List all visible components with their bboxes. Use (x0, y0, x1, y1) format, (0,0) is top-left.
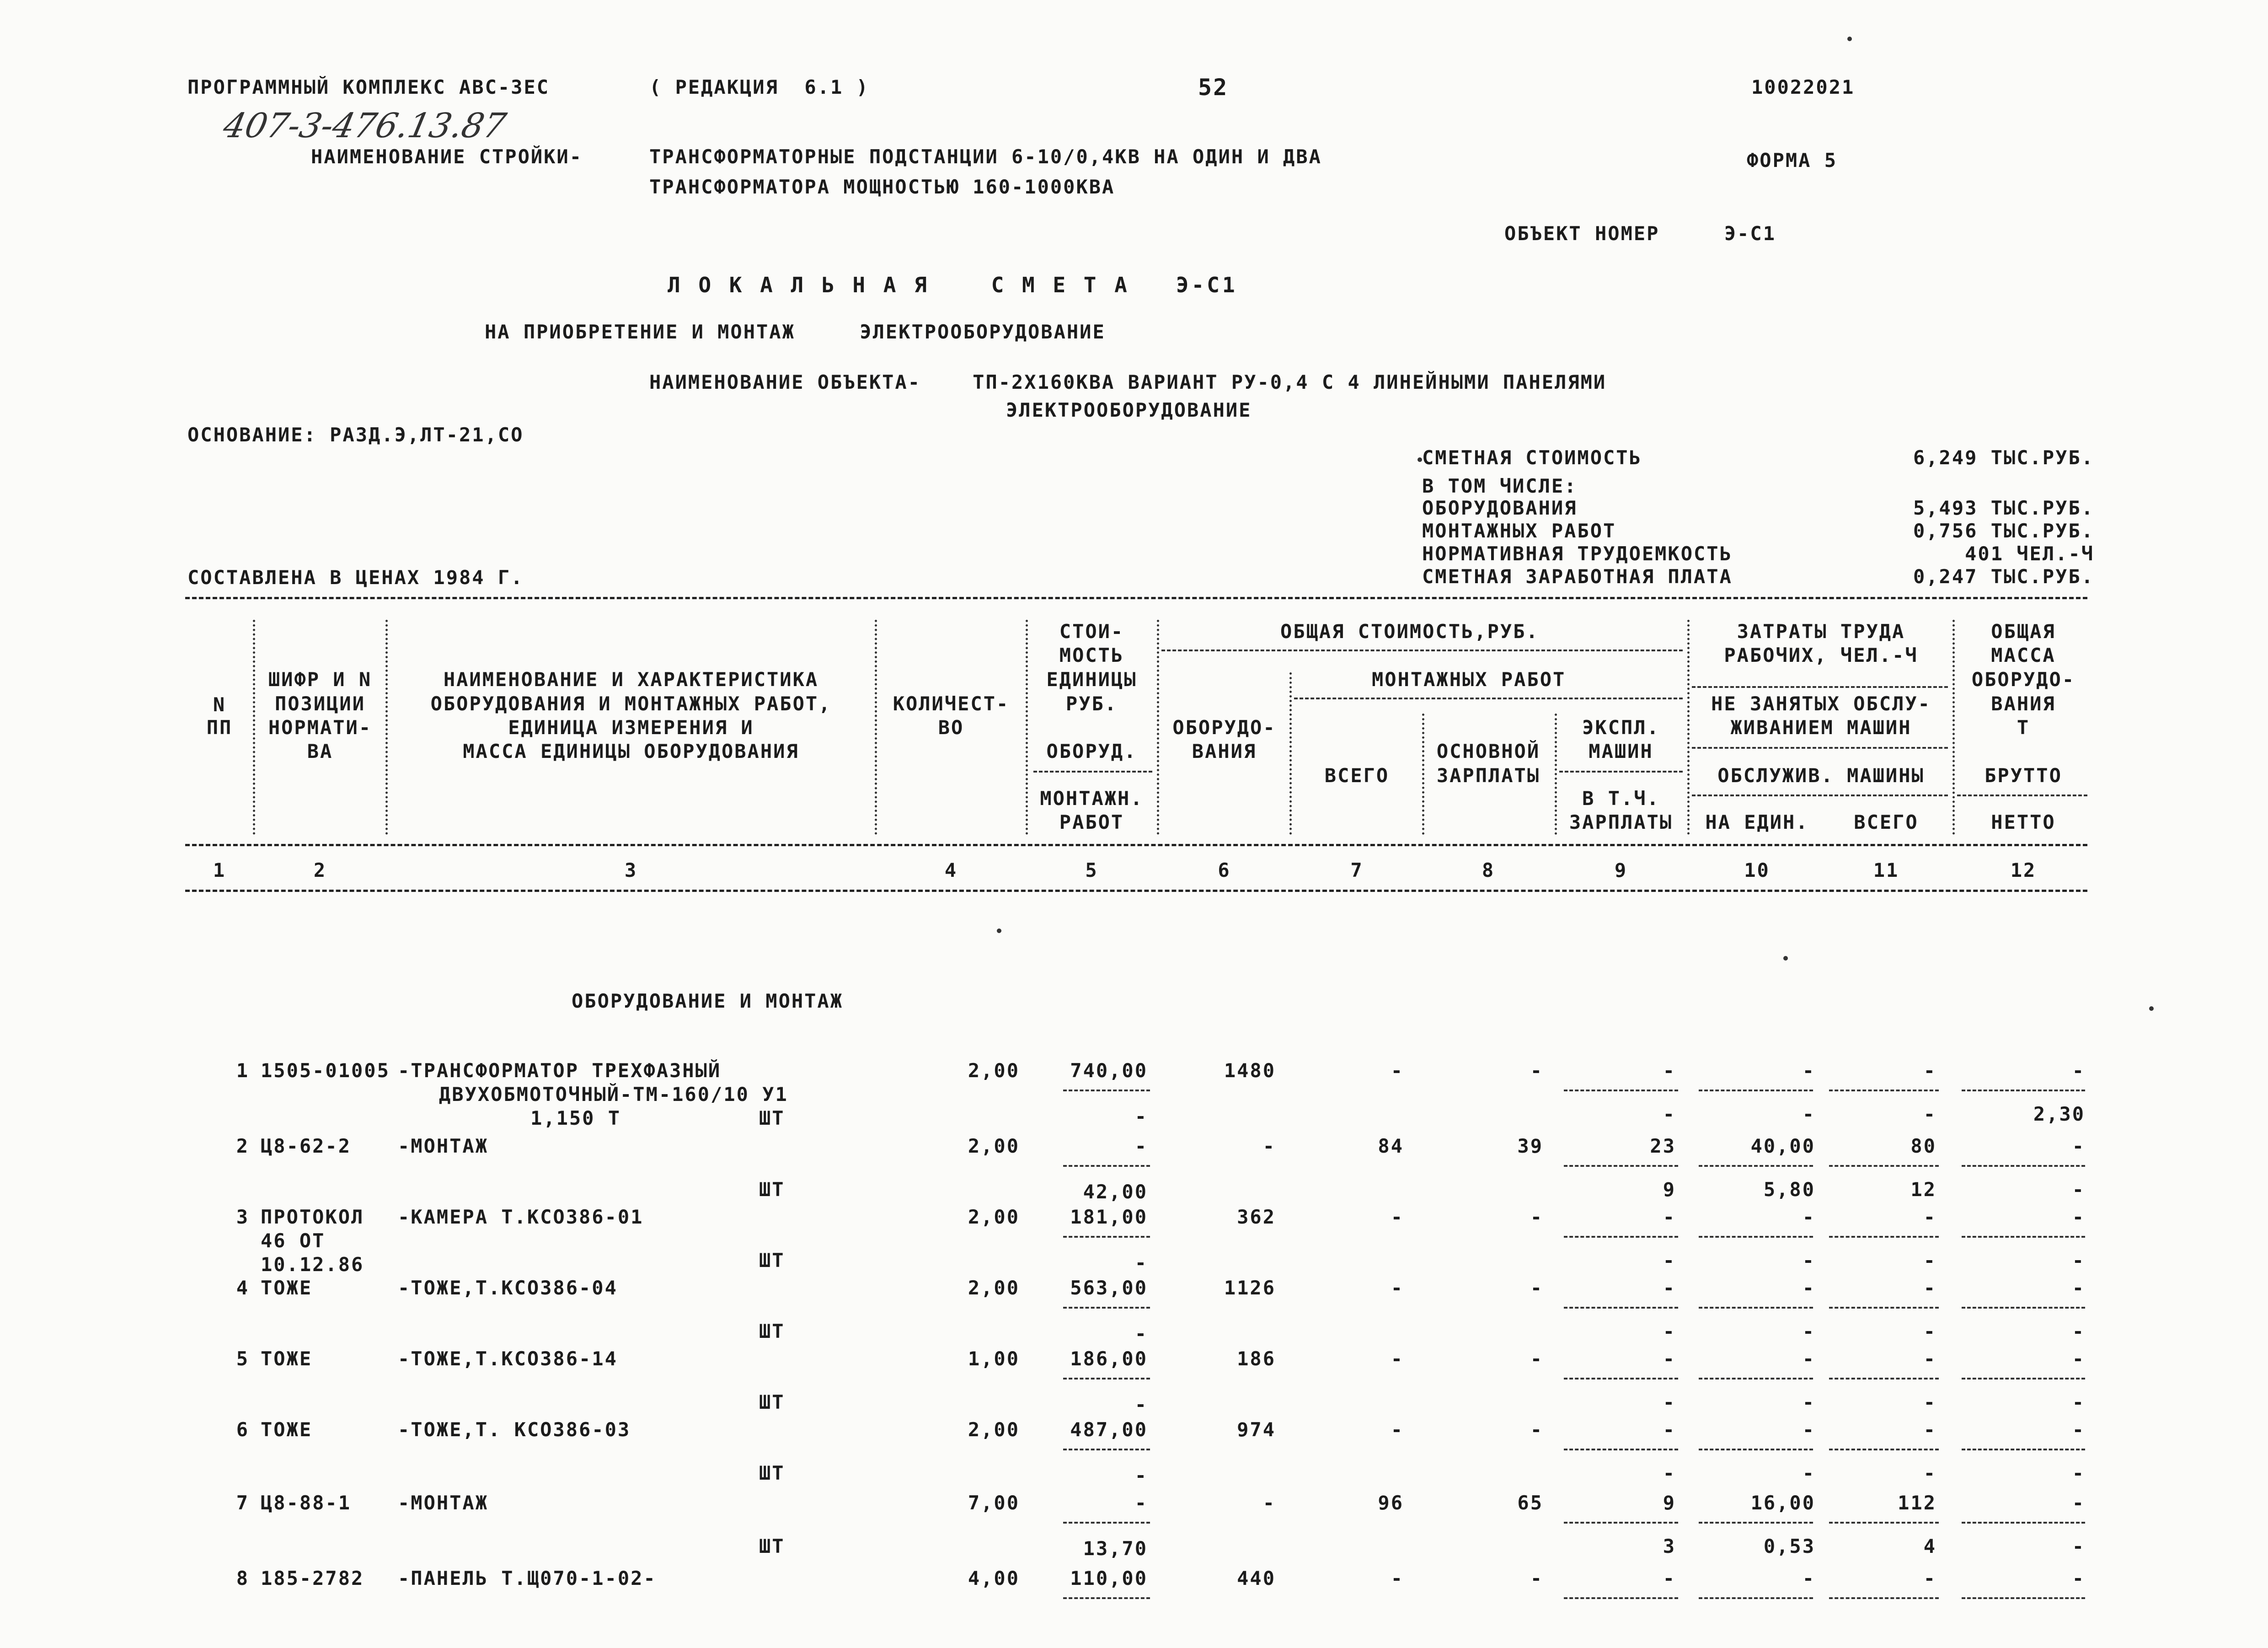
cell-divider (1294, 698, 1683, 699)
column-separator (253, 620, 255, 835)
labor-per-unit: - (1802, 1206, 1815, 1228)
item-name: -МОНТАЖ (398, 1135, 489, 1157)
value-divider (1564, 1236, 1678, 1238)
unit-price-equipment: 110,00 (1070, 1567, 1148, 1589)
item-name: -МОНТАЖ (398, 1492, 489, 1514)
column-number: 6 (1218, 859, 1231, 881)
column-number: 7 (1350, 859, 1364, 881)
mounting-total: 96 (1378, 1492, 1404, 1514)
equipment-cost: - (1262, 1492, 1276, 1514)
machine-wages: - (1663, 1320, 1676, 1342)
mass-head: МАССА (1991, 644, 2056, 666)
labor-machine-total: 12 (1910, 1178, 1936, 1201)
column-separator (1687, 620, 1690, 835)
col3-head: ОБОРУДОВАНИЯ И МОНТАЖНЫХ РАБОТ, (430, 692, 832, 715)
column-separator (385, 620, 388, 835)
mounting-total: - (1391, 1567, 1404, 1589)
estimate-title: Л О К А Л Ь Н А Я С М Е Т А Э-С1 (668, 273, 1238, 297)
item-code: 1505-01005 (261, 1059, 390, 1082)
labor-per-unit: - (1802, 1277, 1815, 1299)
column-separator (1289, 672, 1292, 835)
mass-gross: - (2072, 1059, 2085, 1082)
labor-machine-per-unit: - (1802, 1391, 1815, 1413)
machine-operation: 23 (1650, 1135, 1676, 1157)
col2-head: ВА (307, 740, 333, 762)
base-wages: - (1530, 1206, 1543, 1228)
labor-head: ЗАТРАТЫ ТРУДА (1737, 620, 1905, 643)
labor-machine-per-unit: 0,53 (1763, 1535, 1815, 1557)
header-top-rule (185, 597, 2087, 599)
item-name: -КАМЕРА Т.КСО386-01 (398, 1206, 644, 1228)
item-code: ТОЖЕ (261, 1418, 313, 1441)
row-number: 5 (236, 1347, 249, 1370)
mass-gross: - (2072, 1277, 2085, 1299)
unit-of-measure: ШТ (759, 1107, 785, 1129)
column-separator (1026, 620, 1028, 835)
summary-label: В ТОМ ЧИСЛЕ: (1422, 475, 1578, 497)
column-number: 11 (1873, 859, 1899, 881)
item-code: 46 ОТ (261, 1229, 326, 1252)
mass-gross: - (2072, 1135, 2085, 1157)
col8-head: ОСНОВНОЙ (1436, 740, 1541, 762)
col2-head: ШИФР И N (268, 668, 372, 691)
item-code: Ц8-88-1 (261, 1492, 352, 1514)
labor-per-unit: 16,00 (1750, 1492, 1815, 1514)
col6-head: ВАНИЯ (1192, 740, 1257, 762)
value-divider (1829, 1449, 1939, 1450)
value-divider (1829, 1522, 1939, 1524)
mass-net: - (2072, 1178, 2085, 1201)
col6-head: ОБОРУДО- (1172, 716, 1276, 739)
value-divider (1962, 1090, 2085, 1091)
cell-divider (1692, 794, 1948, 796)
labor-total: - (1923, 1059, 1936, 1082)
labor-total: 80 (1910, 1135, 1936, 1157)
value-divider (1564, 1307, 1678, 1309)
col9-head: В Т.Ч. (1582, 787, 1660, 810)
column-number: 3 (624, 859, 638, 881)
value-divider (1962, 1307, 2085, 1309)
unit-price-mounting: 13,70 (1083, 1537, 1148, 1560)
value-divider (1063, 1378, 1150, 1380)
machine-wages: - (1663, 1249, 1676, 1272)
summary-value: 0,247 ТЫС.РУБ. (1913, 565, 2094, 588)
unit-price-mounting: 42,00 (1083, 1181, 1148, 1203)
unit-price-mounting: - (1134, 1393, 1148, 1416)
column-number: 4 (944, 859, 958, 881)
equipment-cost: 974 (1237, 1418, 1276, 1441)
column-separator (1157, 620, 1159, 835)
value-divider (1829, 1236, 1939, 1238)
quantity: 2,00 (968, 1277, 1020, 1299)
labor-machine-total: - (1923, 1391, 1936, 1413)
row-number: 8 (236, 1567, 249, 1589)
value-divider (1564, 1090, 1678, 1091)
col2-head: НОРМАТИ- (268, 716, 372, 739)
machine-operation: - (1663, 1418, 1676, 1441)
labor-machine-total: - (1923, 1462, 1936, 1484)
mass-head: ВАНИЯ (1991, 692, 2056, 715)
scan-speck (997, 929, 1001, 933)
item-code: ТОЖЕ (261, 1277, 313, 1299)
cell-divider (1559, 771, 1683, 773)
mass-net: - (2072, 1391, 2085, 1413)
unit-price-mounting: - (1134, 1322, 1148, 1345)
value-divider (1564, 1378, 1678, 1380)
basis-line: ОСНОВАНИЕ: РАЗД.Э,ЛТ-21,СО (187, 424, 524, 446)
scan-speck (1418, 457, 1422, 462)
column-number: 12 (2010, 859, 2037, 881)
gross-head: БРУТТО (1984, 764, 2062, 787)
col9-head: МАШИН (1589, 740, 1653, 762)
page-number: 52 (1198, 74, 1229, 101)
quantity: 1,00 (968, 1347, 1020, 1370)
col8-head: ЗАРПЛАТЫ (1436, 764, 1541, 787)
value-divider (1699, 1090, 1813, 1091)
equipment-cost: 1126 (1224, 1277, 1276, 1299)
construction-label: НАИМЕНОВАНИЕ СТРОЙКИ- (311, 145, 583, 168)
labor-subhead: ОБСЛУЖИВ. МАШИНЫ (1717, 764, 1925, 787)
labor-total: - (1923, 1418, 1936, 1441)
base-wages: - (1530, 1347, 1543, 1370)
quantity: 4,00 (968, 1567, 1020, 1589)
equipment-cost: 186 (1237, 1347, 1276, 1370)
labor-machine-total: - (1923, 1103, 1936, 1125)
unit-of-measure: ШТ (759, 1391, 785, 1413)
row-number: 4 (236, 1277, 249, 1299)
col2-head: ПОЗИЦИИ (274, 692, 365, 715)
machine-operation: - (1663, 1347, 1676, 1370)
mounting-total: - (1391, 1059, 1404, 1082)
labor-machine-per-unit: - (1802, 1249, 1815, 1272)
estimate-purpose: НА ПРИОБРЕТЕНИЕ И МОНТАЖ ЭЛЕКТРООБОРУДОВАНИЕ (485, 321, 1106, 343)
row-number: 1 (236, 1059, 249, 1082)
mass-gross: - (2072, 1347, 2085, 1370)
value-divider (1699, 1522, 1813, 1524)
value-divider (1699, 1307, 1813, 1309)
machine-wages: - (1663, 1103, 1676, 1125)
labor-machine-per-unit: - (1802, 1320, 1815, 1342)
quantity: 7,00 (968, 1492, 1020, 1514)
total-cost-head: ОБЩАЯ СТОИМОСТЬ,РУБ. (1280, 620, 1539, 643)
summary-label: СМЕТНАЯ ЗАРАБОТНАЯ ПЛАТА (1422, 565, 1733, 588)
col5-head: ОБОРУД. (1046, 740, 1137, 762)
machine-operation: - (1663, 1206, 1676, 1228)
section-title: ОБОРУДОВАНИЕ И МОНТАЖ (572, 990, 844, 1012)
unit-price-equipment: 487,00 (1070, 1418, 1148, 1441)
scan-speck (1783, 956, 1788, 961)
mounting-total: - (1391, 1347, 1404, 1370)
value-divider (1829, 1165, 1939, 1167)
value-divider (1063, 1090, 1150, 1091)
col3-head: МАССА ЕДИНИЦЫ ОБОРУДОВАНИЯ (463, 740, 799, 762)
number-row-rule (185, 890, 2087, 892)
quantity: 2,00 (968, 1059, 1020, 1082)
col1-head: ПП (206, 716, 233, 739)
object-number: ОБЪЕКТ НОМЕР Э-С1 (1504, 222, 1776, 245)
value-divider (1699, 1378, 1813, 1380)
labor-total: - (1923, 1206, 1936, 1228)
item-code: 185-2782 (261, 1567, 364, 1589)
labor-machine-per-unit: 5,80 (1763, 1178, 1815, 1201)
col5-head: ЕДИНИЦЫ (1046, 668, 1137, 691)
unit-price-mounting: - (1134, 1251, 1148, 1274)
form-label: ФОРМА 5 (1747, 149, 1838, 172)
cell-divider (1692, 747, 1948, 749)
mass-net: - (2072, 1462, 2085, 1484)
value-divider (1829, 1378, 1939, 1380)
labor-per-unit: - (1802, 1567, 1815, 1589)
item-name: ДВУХОБМОТОЧНЫЙ-ТМ-160/10 У1 (439, 1083, 788, 1106)
base-wages: - (1530, 1059, 1543, 1082)
quantity: 2,00 (968, 1135, 1020, 1157)
col5-head: МОНТАЖН. (1040, 787, 1144, 810)
unit-of-measure: ШТ (759, 1462, 785, 1484)
column-number: 8 (1482, 859, 1495, 881)
col5-head: РУБ. (1065, 692, 1118, 715)
row-number: 3 (236, 1206, 249, 1228)
mass-net: - (2072, 1535, 2085, 1557)
value-divider (1962, 1449, 2085, 1450)
value-divider (1829, 1597, 1939, 1599)
labor-per-unit: - (1802, 1059, 1815, 1082)
base-wages: 39 (1517, 1135, 1543, 1157)
summary-value: 5,493 ТЫС.РУБ. (1913, 497, 2094, 519)
mass-head: Т (2017, 716, 2030, 739)
mass-head: ОБЩАЯ (1991, 620, 2056, 643)
item-name: -ТОЖЕ,Т.КСО386-04 (398, 1277, 618, 1299)
value-divider (1564, 1165, 1678, 1167)
row-number: 6 (236, 1418, 249, 1441)
equipment-cost: 362 (1237, 1206, 1276, 1228)
col3-head: НАИМЕНОВАНИЕ И ХАРАКТЕРИСТИКА (443, 668, 819, 691)
unit-price-mounting: - (1134, 1464, 1148, 1487)
labor-subhead: ЖИВАНИЕМ МАШИН (1730, 716, 1912, 739)
column-number: 5 (1085, 859, 1098, 881)
machine-operation: - (1663, 1567, 1676, 1589)
col5-head: СТОИ- (1059, 620, 1124, 643)
cell-divider (1692, 686, 1948, 688)
col4-head: КОЛИЧЕСТ- (893, 692, 1010, 715)
labor-total: - (1923, 1347, 1936, 1370)
col3-head: ЕДИНИЦА ИЗМЕРЕНИЯ И (508, 716, 754, 739)
unit-price-equipment: 181,00 (1070, 1206, 1148, 1228)
program-name: ПРОГРАММНЫЙ КОМПЛЕКС АВС-3ЕС (187, 76, 550, 98)
labor-per-unit: 40,00 (1750, 1135, 1815, 1157)
cell-divider (1957, 794, 2087, 796)
value-divider (1564, 1449, 1678, 1450)
cell-divider (1033, 771, 1152, 773)
equipment-cost: 1480 (1224, 1059, 1276, 1082)
labor-total: 112 (1898, 1492, 1936, 1514)
machine-operation: 9 (1663, 1492, 1676, 1514)
summary-value: 0,756 ТЫС.РУБ. (1913, 520, 2094, 542)
mass-net: - (2072, 1320, 2085, 1342)
value-divider (1699, 1597, 1813, 1599)
value-divider (1699, 1165, 1813, 1167)
unit-of-measure: ШТ (759, 1178, 785, 1201)
summary-label: НОРМАТИВНАЯ ТРУДОЕМКОСТЬ (1422, 542, 1733, 565)
machine-wages: - (1663, 1462, 1676, 1484)
value-divider (1699, 1236, 1813, 1238)
row-number: 7 (236, 1492, 249, 1514)
labor-machine-total: - (1923, 1249, 1936, 1272)
summary-value: 6,249 ТЫС.РУБ. (1913, 446, 2094, 469)
item-name: -ПАНЕЛЬ Т.Щ070-1-02- (398, 1567, 657, 1589)
unit-price-equipment: - (1134, 1135, 1148, 1157)
column-separator (1952, 620, 1955, 835)
summary-label: ОБОРУДОВАНИЯ (1422, 497, 1578, 519)
machine-operation: - (1663, 1059, 1676, 1082)
summary-value: 401 ЧЕЛ.-Ч (1965, 542, 2094, 565)
construction-name-line1: ТРАНСФОРМАТОРНЫЕ ПОДСТАНЦИИ 6-10/0,4КВ НА ОДИН И ДВА (649, 145, 1322, 168)
mounting-total: - (1391, 1277, 1404, 1299)
value-divider (1063, 1597, 1150, 1599)
value-divider (1829, 1090, 1939, 1091)
mounting-head: МОНТАЖНЫХ РАБОТ (1372, 668, 1566, 691)
value-divider (1063, 1165, 1150, 1167)
value-divider (1063, 1307, 1150, 1309)
col9-head: ЗАРПЛАТЫ (1569, 811, 1673, 833)
document-code: 10022021 (1751, 76, 1855, 98)
mounting-total: - (1391, 1418, 1404, 1441)
handwritten-code: 407-3-476.13.87 (219, 106, 510, 145)
base-wages: - (1530, 1567, 1543, 1589)
mass-head: ОБОРУДО- (1971, 668, 2075, 691)
column-number: 1 (213, 859, 226, 881)
item-name: -ТОЖЕ,Т.КСО386-14 (398, 1347, 618, 1370)
item-name: -ТРАНСФОРМАТОР ТРЕХФАЗНЫЙ (398, 1059, 722, 1082)
column-number: 2 (313, 859, 327, 881)
value-divider (1962, 1597, 2085, 1599)
object-name-line1: НАИМЕНОВАНИЕ ОБЪЕКТА- ТП-2Х160КВА ВАРИАНТ РУ-0,4 С 4 ЛИНЕЙНЫМИ ПАНЕЛЯМИ (649, 371, 1607, 393)
mass-net: 2,30 (2033, 1103, 2085, 1125)
col4-head: ВО (938, 716, 964, 739)
equipment-cost: - (1262, 1135, 1276, 1157)
quantity: 2,00 (968, 1206, 1020, 1228)
column-number: 9 (1614, 859, 1628, 881)
construction-name-line2: ТРАНСФОРМАТОРА МОЩНОСТЬЮ 160-1000КВА (649, 176, 1115, 198)
column-number: 10 (1744, 859, 1770, 881)
labor-per-unit: - (1802, 1418, 1815, 1441)
edition-label: ( РЕДАКЦИЯ 6.1 ) (649, 76, 869, 98)
labor-total: - (1923, 1567, 1936, 1589)
col7-head: ВСЕГО (1324, 764, 1390, 787)
unit-price-equipment: 186,00 (1070, 1347, 1148, 1370)
value-divider (1063, 1236, 1150, 1238)
mass-gross: - (2072, 1418, 2085, 1441)
value-divider (1962, 1522, 2085, 1524)
row-number: 2 (236, 1135, 249, 1157)
mounting-total: 84 (1378, 1135, 1404, 1157)
column-separator (875, 620, 877, 835)
labor-subhead: НЕ ЗАНЯТЫХ ОБСЛУ- (1711, 692, 1931, 715)
item-code: ТОЖЕ (261, 1347, 313, 1370)
base-wages: 65 (1517, 1492, 1543, 1514)
value-divider (1962, 1378, 2085, 1380)
item-code: ПРОТОКОЛ (261, 1206, 364, 1228)
header-bottom-rule (185, 844, 2087, 846)
item-code: Ц8-62-2 (261, 1135, 352, 1157)
base-wages: - (1530, 1418, 1543, 1441)
unit-price-equipment: - (1134, 1492, 1148, 1514)
item-name: 1,150 Т (530, 1107, 621, 1129)
unit-price-equipment: 563,00 (1070, 1277, 1148, 1299)
labor-machine-per-unit: - (1802, 1462, 1815, 1484)
item-code: 10.12.86 (261, 1253, 364, 1276)
value-divider (1699, 1449, 1813, 1450)
value-divider (1829, 1307, 1939, 1309)
prices-line: СОСТАВЛЕНА В ЦЕНАХ 1984 Г. (187, 566, 524, 589)
labor-machine-per-unit: - (1802, 1103, 1815, 1125)
labor-machine-total: - (1923, 1320, 1936, 1342)
machine-operation: - (1663, 1277, 1676, 1299)
cell-divider (1161, 650, 1683, 651)
col1-head: N (213, 693, 226, 716)
labor-total: - (1923, 1277, 1936, 1299)
quantity: 2,00 (968, 1418, 1020, 1441)
summary-label: МОНТАЖНЫХ РАБОТ (1422, 520, 1616, 542)
labor-head: РАБОЧИХ, ЧЕЛ.-Ч (1724, 644, 1918, 666)
equipment-cost: 440 (1237, 1567, 1276, 1589)
unit-price-equipment: 740,00 (1070, 1059, 1148, 1082)
machine-wages: 9 (1663, 1178, 1676, 1201)
unit-of-measure: ШТ (759, 1320, 785, 1342)
mass-gross: - (2072, 1206, 2085, 1228)
scan-speck (1847, 37, 1852, 41)
summary-label: СМЕТНАЯ СТОИМОСТЬ (1422, 446, 1642, 469)
value-divider (1564, 1597, 1678, 1599)
item-name: -ТОЖЕ,Т. КСО386-03 (398, 1418, 631, 1441)
value-divider (1063, 1449, 1150, 1450)
unit-of-measure: ШТ (759, 1249, 785, 1272)
labor-per-unit: - (1802, 1347, 1815, 1370)
net-head: НЕТТО (1991, 811, 2056, 833)
machine-wages: - (1663, 1391, 1676, 1413)
col9-head: ЭКСПЛ. (1582, 716, 1660, 739)
value-divider (1962, 1165, 2085, 1167)
col11-head: ВСЕГО (1854, 811, 1919, 833)
unit-price-mounting: - (1134, 1105, 1148, 1127)
col5-head: РАБОТ (1059, 811, 1124, 833)
unit-of-measure: ШТ (759, 1535, 785, 1557)
col5-head: МОСТЬ (1059, 644, 1124, 666)
value-divider (1962, 1236, 2085, 1238)
mass-gross: - (2072, 1492, 2085, 1514)
machine-wages: 3 (1663, 1535, 1676, 1557)
scan-speck (2149, 1006, 2154, 1011)
object-name-line2: ЭЛЕКТРООБОРУДОВАНИЕ (1006, 399, 1252, 421)
labor-machine-total: 4 (1923, 1535, 1936, 1557)
base-wages: - (1530, 1277, 1543, 1299)
value-divider (1564, 1522, 1678, 1524)
mass-net: - (2072, 1249, 2085, 1272)
col10-head: НА ЕДИН. (1705, 811, 1809, 833)
mass-gross: - (2072, 1567, 2085, 1589)
value-divider (1063, 1522, 1150, 1524)
mounting-total: - (1391, 1206, 1404, 1228)
